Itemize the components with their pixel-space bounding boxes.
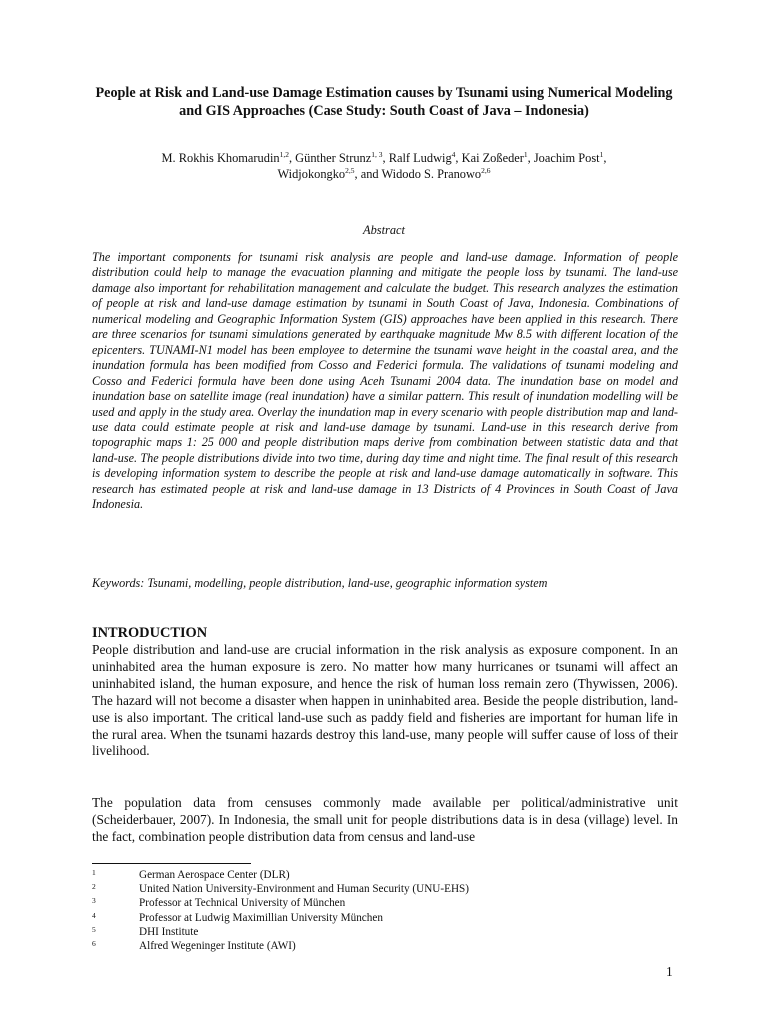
author: Joachim Post$^1$,	[533, 150, 607, 165]
footnote-number: 3	[92, 896, 96, 906]
footnote-text: Alfred Wegeninger Institute (AWI)	[139, 940, 296, 953]
intro-paragraph: The population data from censuses commonly made available per political/administrative unit (Scheiderbauer, 2007). In Indonesia, the small unit for people distributions data is in desa (village) level. In the fact, combination people distribution data from census and land-use	[92, 795, 678, 844]
author: Ralf Ludwig$^4$,	[388, 150, 462, 165]
author: Kai Zoßeder$^1$,	[461, 150, 534, 165]
footnote	[92, 896, 652, 910]
footnote-text: German Aerospace Center (DLR)	[139, 869, 290, 881]
footnote	[92, 882, 652, 896]
keywords: Keywords: Tsunami, modelling, people distribution, land-use, geographic information system	[92, 576, 548, 590]
footnote-text: United Nation University-Environment and Human Security (UNU-EHS)	[139, 883, 469, 896]
author: Widodo S. Pranowo$^{2,6}$	[381, 166, 491, 181]
footnote-number: 1	[92, 868, 96, 877]
paper-title: People at Risk and Land-use Damage Estimation causes by Tsunami using Numerical Modeling and GIS Approaches (Case Study: South Coast of Java – Indonesia)	[95, 85, 673, 119]
page-number: 1	[666, 964, 673, 979]
introduction-heading: INTRODUCTION	[92, 625, 208, 641]
footnote	[92, 868, 652, 882]
footnote-text: Professor at Ludwig Maximillian University München	[139, 911, 383, 924]
footnote	[92, 939, 652, 953]
footnote-number: 5	[92, 924, 96, 934]
author-list	[90, 150, 678, 182]
abstract-heading: Abstract	[363, 223, 405, 237]
footnote-divider	[92, 863, 251, 864]
footnote-text: DHI Institute	[139, 925, 199, 938]
footnote	[92, 911, 652, 925]
footnote-number: 4	[92, 910, 96, 920]
footnote-list	[92, 868, 652, 953]
author: Widjokongko$^{2,5}$, and	[277, 166, 382, 181]
author: M. Rokhis Khomarudin$^{1,2}$,	[161, 150, 296, 165]
footnote-text: Professor at Technical University of München	[139, 897, 346, 910]
author: Günther Strunz$^{1, 3}$,	[295, 150, 389, 165]
footnote	[92, 925, 652, 939]
footnote-number: 2	[92, 882, 96, 892]
abstract-text: The important components for tsunami risk analysis are people and land-use damage. Information of people distribution could help to manage the evacuation planning and mitigate the people loss by tsunami. The land-use damage also important for rehabilitation management and calculate the budget. This research analyzes the estimation of people at risk and land-use damage estimation by tsunami in South Coast of Java, Indonesia. Combinations of numerical modeling and Geographic Information System (GIS) approaches have been applied in this research. There are three scenarios for tsunami simulations generated by earthquake magnitude Mw 8.5 with different location of the epicenters. TUNAMI-N1 model has been employee to determine the tsunami wave height in the coastal area, and the inundation formula has been modified from Cosso and Federici formula. The validations of tsunami modeling and Cosso and Federici formula have been done using Aceh Tsunami 2004 data. The inundation base on model and inundation base on satellite image (real inundation) have a similar pattern. This result of inundation modelling will be used and apply in the study area. Overlay the inundation map in every scenario with people distribution map and land-use data could estimate people at risk and land-use damage by tsunami. Land-use in this research derive from topographic maps 1: 25 000 and people distribution maps derive from combination between statistic data and that land-use. The people distributions divide into two time, during day time and night time. The final result of this research is developing information system to describe the people at risk and land-use damage automatically in software. This research has estimated people at risk and land-use damage in 13 Districts of 4 Provinces in South Coast of Java Indonesia.	[92, 250, 678, 512]
intro-paragraph: People distribution and land-use are crucial information in the risk analysis as exposure component. In an uninhabited area the human exposure is zero. No matter how many hurricanes or tsunami will affect an uninhabited island, the human exposure, and hence the risk of human loss remain zero (Thywissen, 2006). The hazard will not become a disaster when happen in uninhabited area. Beside the people distribution, land-use is also important. The critical land-use such as paddy field and fisheries are important for human life in the rural area. When the tsunami hazards destroy this land-use, many people will suffer cause of loss of their livelihood.	[92, 642, 678, 759]
footnote-number: 6	[92, 939, 96, 949]
